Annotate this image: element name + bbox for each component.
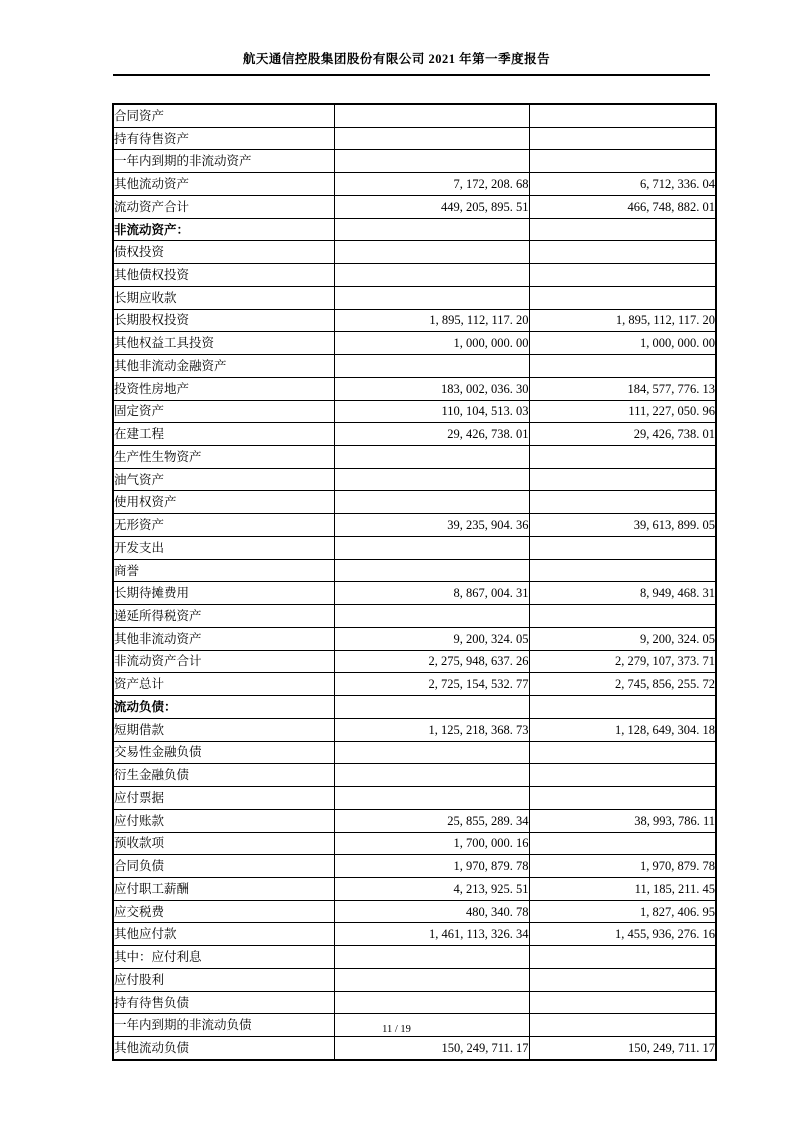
- table-row: [113, 991, 716, 1014]
- amount-col1-cell: [334, 468, 529, 491]
- item-label-cell: 交易性金融负债: [113, 741, 334, 764]
- amount-col1-cell: [334, 991, 529, 1014]
- amount-col1-cell: 480, 340. 78: [334, 900, 529, 923]
- amount-col1-cell: [334, 150, 529, 173]
- item-label-cell: 递延所得税资产: [113, 605, 334, 628]
- table-row: [113, 559, 716, 582]
- amount-col1-cell: 8, 867, 004. 31: [334, 582, 529, 605]
- amount-col2-cell: 6, 712, 336. 04: [529, 173, 716, 196]
- amount-col2-cell: [529, 104, 716, 127]
- amount-col2-cell: [529, 741, 716, 764]
- table-row: [113, 514, 716, 537]
- item-label-cell: 预收款项: [113, 832, 334, 855]
- item-label-cell: 油气资产: [113, 468, 334, 491]
- amount-col1-cell: [334, 104, 529, 127]
- amount-col1-cell: [334, 696, 529, 719]
- balance-sheet-body: [113, 104, 716, 1060]
- amount-col1-cell: [334, 491, 529, 514]
- item-label-cell: 其中：应付利息: [113, 946, 334, 969]
- amount-col1-cell: 4, 213, 925. 51: [334, 877, 529, 900]
- item-label-cell: 固定资产: [113, 400, 334, 423]
- amount-col2-cell: 111, 227, 050. 96: [529, 400, 716, 423]
- table-row: [113, 173, 716, 196]
- table-row: [113, 877, 716, 900]
- item-label-cell: 合同负债: [113, 855, 334, 878]
- amount-col1-cell: 150, 249, 711. 17: [334, 1037, 529, 1060]
- amount-col2-cell: 1, 455, 936, 276. 16: [529, 923, 716, 946]
- table-row: [113, 900, 716, 923]
- amount-col1-cell: [334, 741, 529, 764]
- table-row: [113, 355, 716, 378]
- amount-col1-cell: [334, 605, 529, 628]
- item-label-cell: 开发支出: [113, 536, 334, 559]
- table-row: [113, 446, 716, 469]
- table-row: [113, 127, 716, 150]
- table-row: [113, 650, 716, 673]
- amount-col2-cell: [529, 991, 716, 1014]
- amount-col1-cell: 2, 275, 948, 637. 26: [334, 650, 529, 673]
- table-row: [113, 468, 716, 491]
- table-row: [113, 923, 716, 946]
- amount-col2-cell: [529, 468, 716, 491]
- item-label-cell: 流动资产合计: [113, 195, 334, 218]
- table-row: [113, 968, 716, 991]
- amount-col2-cell: [529, 241, 716, 264]
- amount-col2-cell: 1, 000, 000. 00: [529, 332, 716, 355]
- page-title: 航天通信控股集团股份有限公司 2021 年第一季度报告: [242, 52, 551, 66]
- amount-col1-cell: [334, 787, 529, 810]
- amount-col1-cell: [334, 559, 529, 582]
- item-label-cell: 应付职工薪酬: [113, 877, 334, 900]
- amount-col2-cell: [529, 355, 716, 378]
- amount-col2-cell: [529, 946, 716, 969]
- table-row: [113, 104, 716, 127]
- table-row: [113, 741, 716, 764]
- item-label-cell: 非流动资产合计: [113, 650, 334, 673]
- item-label-cell: 其他流动资产: [113, 173, 334, 196]
- amount-col2-cell: [529, 832, 716, 855]
- item-label-cell: 资产总计: [113, 673, 334, 696]
- amount-col2-cell: 2, 279, 107, 373. 71: [529, 650, 716, 673]
- amount-col2-cell: 150, 249, 711. 17: [529, 1037, 716, 1060]
- item-label-cell: 持有待售负债: [113, 991, 334, 1014]
- table-row: [113, 195, 716, 218]
- amount-col1-cell: 25, 855, 289. 34: [334, 809, 529, 832]
- amount-col1-cell: 449, 205, 895. 51: [334, 195, 529, 218]
- amount-col1-cell: [334, 446, 529, 469]
- item-label-cell: 应付股利: [113, 968, 334, 991]
- amount-col1-cell: [334, 241, 529, 264]
- amount-col2-cell: 466, 748, 882. 01: [529, 195, 716, 218]
- amount-col1-cell: 183, 002, 036. 30: [334, 377, 529, 400]
- item-label-cell: 使用权资产: [113, 491, 334, 514]
- amount-col2-cell: [529, 150, 716, 173]
- amount-col2-cell: [529, 968, 716, 991]
- amount-col2-cell: 8, 949, 468. 31: [529, 582, 716, 605]
- amount-col1-cell: 2, 725, 154, 532. 77: [334, 673, 529, 696]
- amount-col2-cell: 11, 185, 211. 45: [529, 877, 716, 900]
- amount-col2-cell: 1, 895, 112, 117. 20: [529, 309, 716, 332]
- amount-col1-cell: [334, 764, 529, 787]
- amount-col2-cell: [529, 446, 716, 469]
- amount-col2-cell: 38, 993, 786. 11: [529, 809, 716, 832]
- amount-col2-cell: 184, 577, 776. 13: [529, 377, 716, 400]
- balance-sheet-table: [112, 103, 717, 1061]
- item-label-cell: 其他非流动金融资产: [113, 355, 334, 378]
- amount-col1-cell: [334, 127, 529, 150]
- table-row: [113, 764, 716, 787]
- table-row: [113, 605, 716, 628]
- amount-col1-cell: 9, 200, 324. 05: [334, 627, 529, 650]
- amount-col2-cell: [529, 787, 716, 810]
- item-label-cell: 投资性房地产: [113, 377, 334, 400]
- table-row: [113, 309, 716, 332]
- item-label-cell: 流动负债：: [113, 696, 334, 719]
- table-row: [113, 832, 716, 855]
- table-row: [113, 673, 716, 696]
- item-label-cell: 合同资产: [113, 104, 334, 127]
- item-label-cell: 一年内到期的非流动资产: [113, 150, 334, 173]
- amount-col2-cell: [529, 559, 716, 582]
- amount-col2-cell: 1, 128, 649, 304. 18: [529, 718, 716, 741]
- table-row: [113, 286, 716, 309]
- item-label-cell: 长期股权投资: [113, 309, 334, 332]
- item-label-cell: 持有待售资产: [113, 127, 334, 150]
- table-row: [113, 1037, 716, 1060]
- table-row: [113, 787, 716, 810]
- amount-col1-cell: [334, 264, 529, 287]
- table-row: [113, 491, 716, 514]
- table-row: [113, 400, 716, 423]
- header-divider: [113, 74, 710, 76]
- table-row: [113, 809, 716, 832]
- amount-col2-cell: 9, 200, 324. 05: [529, 627, 716, 650]
- item-label-cell: 在建工程: [113, 423, 334, 446]
- amount-col2-cell: [529, 696, 716, 719]
- item-label-cell: 其他流动负债: [113, 1037, 334, 1060]
- item-label-cell: 无形资产: [113, 514, 334, 537]
- item-label-cell: 应付票据: [113, 787, 334, 810]
- amount-col1-cell: [334, 968, 529, 991]
- amount-col1-cell: 1, 000, 000. 00: [334, 332, 529, 355]
- amount-col2-cell: [529, 218, 716, 241]
- item-label-cell: 其他非流动资产: [113, 627, 334, 650]
- table-row: [113, 582, 716, 605]
- amount-col2-cell: 1, 970, 879. 78: [529, 855, 716, 878]
- amount-col2-cell: [529, 127, 716, 150]
- table-row: [113, 332, 716, 355]
- item-label-cell: 债权投资: [113, 241, 334, 264]
- item-label-cell: 应交税费: [113, 900, 334, 923]
- amount-col2-cell: 2, 745, 856, 255. 72: [529, 673, 716, 696]
- amount-col1-cell: 1, 970, 879. 78: [334, 855, 529, 878]
- table-row: [113, 423, 716, 446]
- item-label-cell: 其他权益工具投资: [113, 332, 334, 355]
- item-label-cell: 短期借款: [113, 718, 334, 741]
- item-label-cell: 其他债权投资: [113, 264, 334, 287]
- item-label-cell: 生产性生物资产: [113, 446, 334, 469]
- table-row: [113, 536, 716, 559]
- table-row: [113, 718, 716, 741]
- item-label-cell: 长期待摊费用: [113, 582, 334, 605]
- amount-col2-cell: [529, 491, 716, 514]
- item-label-cell: 一年内到期的非流动负债: [113, 1014, 334, 1037]
- amount-col2-cell: [529, 605, 716, 628]
- table-row: [113, 696, 716, 719]
- item-label-cell: 商誉: [113, 559, 334, 582]
- amount-col2-cell: 39, 613, 899. 05: [529, 514, 716, 537]
- table-row: [113, 241, 716, 264]
- amount-col1-cell: [334, 355, 529, 378]
- item-label-cell: 应付账款: [113, 809, 334, 832]
- amount-col2-cell: [529, 286, 716, 309]
- table-row: [113, 218, 716, 241]
- item-label-cell: 其他应付款: [113, 923, 334, 946]
- table-row: [113, 377, 716, 400]
- amount-col2-cell: 29, 426, 738. 01: [529, 423, 716, 446]
- item-label-cell: 长期应收款: [113, 286, 334, 309]
- amount-col1-cell: [334, 218, 529, 241]
- amount-col1-cell: 110, 104, 513. 03: [334, 400, 529, 423]
- amount-col1-cell: 7, 172, 208. 68: [334, 173, 529, 196]
- amount-col2-cell: 1, 827, 406. 95: [529, 900, 716, 923]
- page-number: 11 / 19: [382, 1024, 411, 1035]
- amount-col1-cell: 39, 235, 904. 36: [334, 514, 529, 537]
- amount-col1-cell: 1, 700, 000. 16: [334, 832, 529, 855]
- amount-col1-cell: 29, 426, 738. 01: [334, 423, 529, 446]
- amount-col2-cell: [529, 264, 716, 287]
- table-row: [113, 855, 716, 878]
- amount-col2-cell: [529, 536, 716, 559]
- amount-col1-cell: [334, 536, 529, 559]
- amount-col2-cell: [529, 764, 716, 787]
- table-row: [113, 264, 716, 287]
- amount-col1-cell: 1, 461, 113, 326. 34: [334, 923, 529, 946]
- table-row: [113, 150, 716, 173]
- item-label-cell: 非流动资产：: [113, 218, 334, 241]
- amount-col1-cell: 1, 895, 112, 117. 20: [334, 309, 529, 332]
- amount-col1-cell: [334, 946, 529, 969]
- item-label-cell: 衍生金融负债: [113, 764, 334, 787]
- table-row: [113, 627, 716, 650]
- table-row: [113, 946, 716, 969]
- amount-col1-cell: 1, 125, 218, 368. 73: [334, 718, 529, 741]
- amount-col1-cell: [334, 286, 529, 309]
